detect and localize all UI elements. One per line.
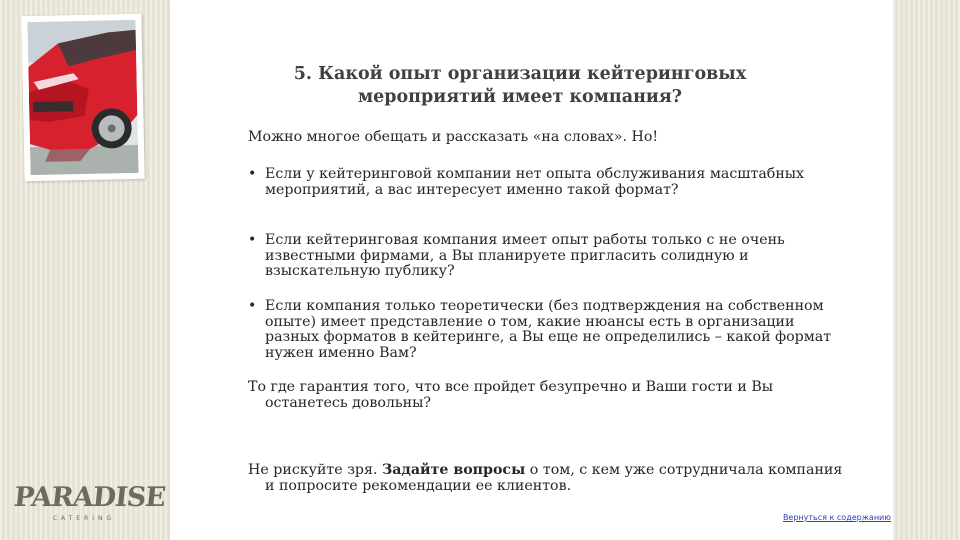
- back-to-contents-link[interactable]: Вернуться к содержанию: [782, 513, 891, 522]
- right-decor-panel: [893, 0, 960, 540]
- guarantee-paragraph: То где гарантия того, что все пройдет безупречно и Ваши гости и Вы останетесь довольны?: [248, 379, 774, 411]
- logo-wordmark: PARADISE: [12, 482, 167, 513]
- closing-emphasis: Задайте вопросы: [381, 462, 526, 478]
- bullet-item-3: [248, 299, 850, 361]
- bullet-item-2: [248, 233, 850, 280]
- bullet-marker: •: [248, 232, 257, 248]
- bullet-text: Если кейтеринговая компания имеет опыт работы только с не очень известными фирмами, а Вы планируете пригласить солидную и взыскательную публику?: [265, 232, 785, 279]
- car-photo: [21, 14, 144, 181]
- bullet-text: Если у кейтеринговой компании нет опыта обслуживания масштабных мероприятий, а вас интересует именно такой формат?: [265, 166, 805, 198]
- bullet-marker: •: [248, 166, 257, 182]
- left-decor-panel: [0, 0, 170, 540]
- closing-paragraph: [248, 463, 855, 494]
- bullet-item-1: [248, 167, 850, 198]
- closing-suffix: о том, с кем уже сотрудничала компания и попросите рекомендации ее клиентов.: [265, 462, 843, 494]
- slide-title: 5. Какой опыт организации кейтеринговых мероприятий имеет компания?: [293, 64, 747, 107]
- paradise-logo: [12, 482, 167, 532]
- logo-subtitle: CATERING: [52, 515, 116, 522]
- closing-prefix: Не рискуйте зря.: [248, 462, 382, 478]
- intro-paragraph: Можно многое обещать и рассказать «на словах». Но!: [248, 129, 659, 145]
- red-car-image: [27, 20, 138, 175]
- bullet-marker: •: [248, 298, 257, 314]
- bullet-text: Если компания только теоретически (без подтверждения на собственном опыте) имеет представление о том, какие нюансы есть в организации разных форматов в кейтеринге, а Вы еще не определились – какой формат нужен именно Вам?: [265, 298, 832, 361]
